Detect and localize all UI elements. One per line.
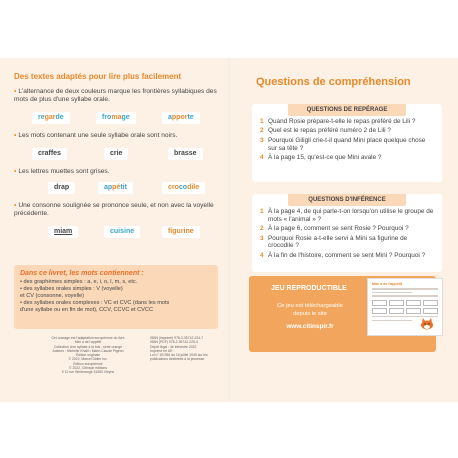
inference-questions-box <box>252 194 442 272</box>
example-word: apporte <box>162 112 200 124</box>
book-spine <box>228 58 230 402</box>
info-line: d'une syllabe ou en fin de mot), CCV, CCVC et CVCC <box>20 307 153 313</box>
info-line: • des graphèmes simples : a, e, i, o, l, m, s, etc. <box>20 279 138 285</box>
info-line: • des syllabes orales complexes : VC et CVC (dans les mots <box>20 300 170 306</box>
example-word: craffes <box>32 148 67 160</box>
right-page-title: Questions de compréhension <box>256 76 411 88</box>
example-word: crie <box>104 148 128 160</box>
inference-header: QUESTIONS D'INFÉRENCE <box>288 194 406 206</box>
example-word: miam <box>48 226 78 238</box>
question-item: 1 Quand Rosie prépare-t-elle le repas préféré de Lili ? <box>260 118 416 125</box>
example-word: crocodile <box>162 182 205 194</box>
example-word: regarde <box>32 112 70 124</box>
example-word: drap <box>48 182 75 194</box>
question-item: 3 Pourquoi Giligli crie-t-il quand Mini place quelque chose sur sa tête ? <box>260 136 426 152</box>
bullet-icon: • <box>14 132 17 139</box>
reproducible-text: Ce jeu est téléchargeable <box>277 303 343 309</box>
question-item: 1 À la page 4, de qui parle-t-on lorsqu'on utilise le groupe de mots « l'animal » ? <box>260 208 434 223</box>
info-line: et CV (consonne, voyelle) <box>20 293 85 299</box>
example-words-black <box>18 148 218 162</box>
rule-syllable-colors: • L'alternance de deux couleurs marque les frontières syllabiques des mots de plus d'une syllabe orale. <box>14 88 217 104</box>
fox-mascot-icon <box>419 318 435 330</box>
bullet-icon: • <box>14 168 17 175</box>
rule-one-syllable: • Les mots contenant une seule syllabe orale sont noirs. <box>14 132 178 139</box>
question-item: 3 Pourquoi Rosie a-t-elle servi à Mini sa figurine de crocodile ? <box>260 234 408 250</box>
credits-right: ISBN (imprimé) 978-2-35742-224-7 ISBN (PDF) 978-2-35742-225-4 Dépôt légal : 4e trimestre 2022 Imprimé en UE Loi n° 49-956 du 16 juillet 1949 sur les publications destinées à la jeunesse <box>150 336 208 362</box>
reproducible-text: depuis le site <box>293 311 327 317</box>
rule-underlined-consonant: • Une consonne soulignée se prononce seule, et non avec la voyelle précédente. <box>14 202 214 218</box>
example-words-underlined <box>18 226 218 240</box>
reperage-questions-box <box>252 104 442 182</box>
website-link[interactable]: www.citinspir.fr <box>286 323 334 330</box>
info-line: • des syllabes orales simples : V (voyelle) <box>20 286 123 292</box>
question-item: 2 À la page 6, comment se sent Rosie ? Pourquoi ? <box>260 225 409 233</box>
example-words-grey <box>18 182 218 196</box>
info-box-title: Dans ce livret, les mots contiennent : <box>20 270 144 277</box>
reproducible-game-box <box>249 276 436 352</box>
example-word: fromage <box>96 112 136 124</box>
question-item: 4 À la fin de l'histoire, comment se sent Mini ? Pourquoi ? <box>260 251 426 259</box>
example-word: figurine <box>162 226 200 238</box>
example-word: brasse <box>168 148 203 160</box>
credits-left: Cet ouvrage est l'adaptation européenne du livre Mini a de l'appétit Collection Une syllabe à la fois - série orange Auteurs : Michelle Khalil • Marie-Claude Pigeon Édition originale © 2022, Marcel Didier inc. Édition européenne © 2022, CitInspir éditions 5 12 rue Wederange 31650 Vieyne <box>51 336 125 375</box>
reperage-header: QUESTIONS DE REPÉRAGE <box>288 104 406 116</box>
question-item: 4 À la page 15, qu'est-ce que Mini avale ? <box>260 153 382 161</box>
sheet-title: Mini a de l'appétit <box>372 282 403 286</box>
example-word: appétit <box>98 182 133 194</box>
bullet-icon: • <box>14 88 17 95</box>
example-words-colors <box>18 112 218 126</box>
question-item: 2 Quel est le repas préféré numéro 2 de Lili ? <box>260 127 391 135</box>
word-contents-box <box>14 265 218 329</box>
rule-silent-letters: • Les lettres muettes sont grises. <box>14 168 110 175</box>
left-page-title: Des textes adaptés pour lire plus facilement <box>14 72 182 81</box>
example-word: cuisine <box>104 226 140 238</box>
bullet-icon: • <box>14 202 17 209</box>
reproducible-title: JEU REPRODUCTIBLE <box>271 285 347 292</box>
